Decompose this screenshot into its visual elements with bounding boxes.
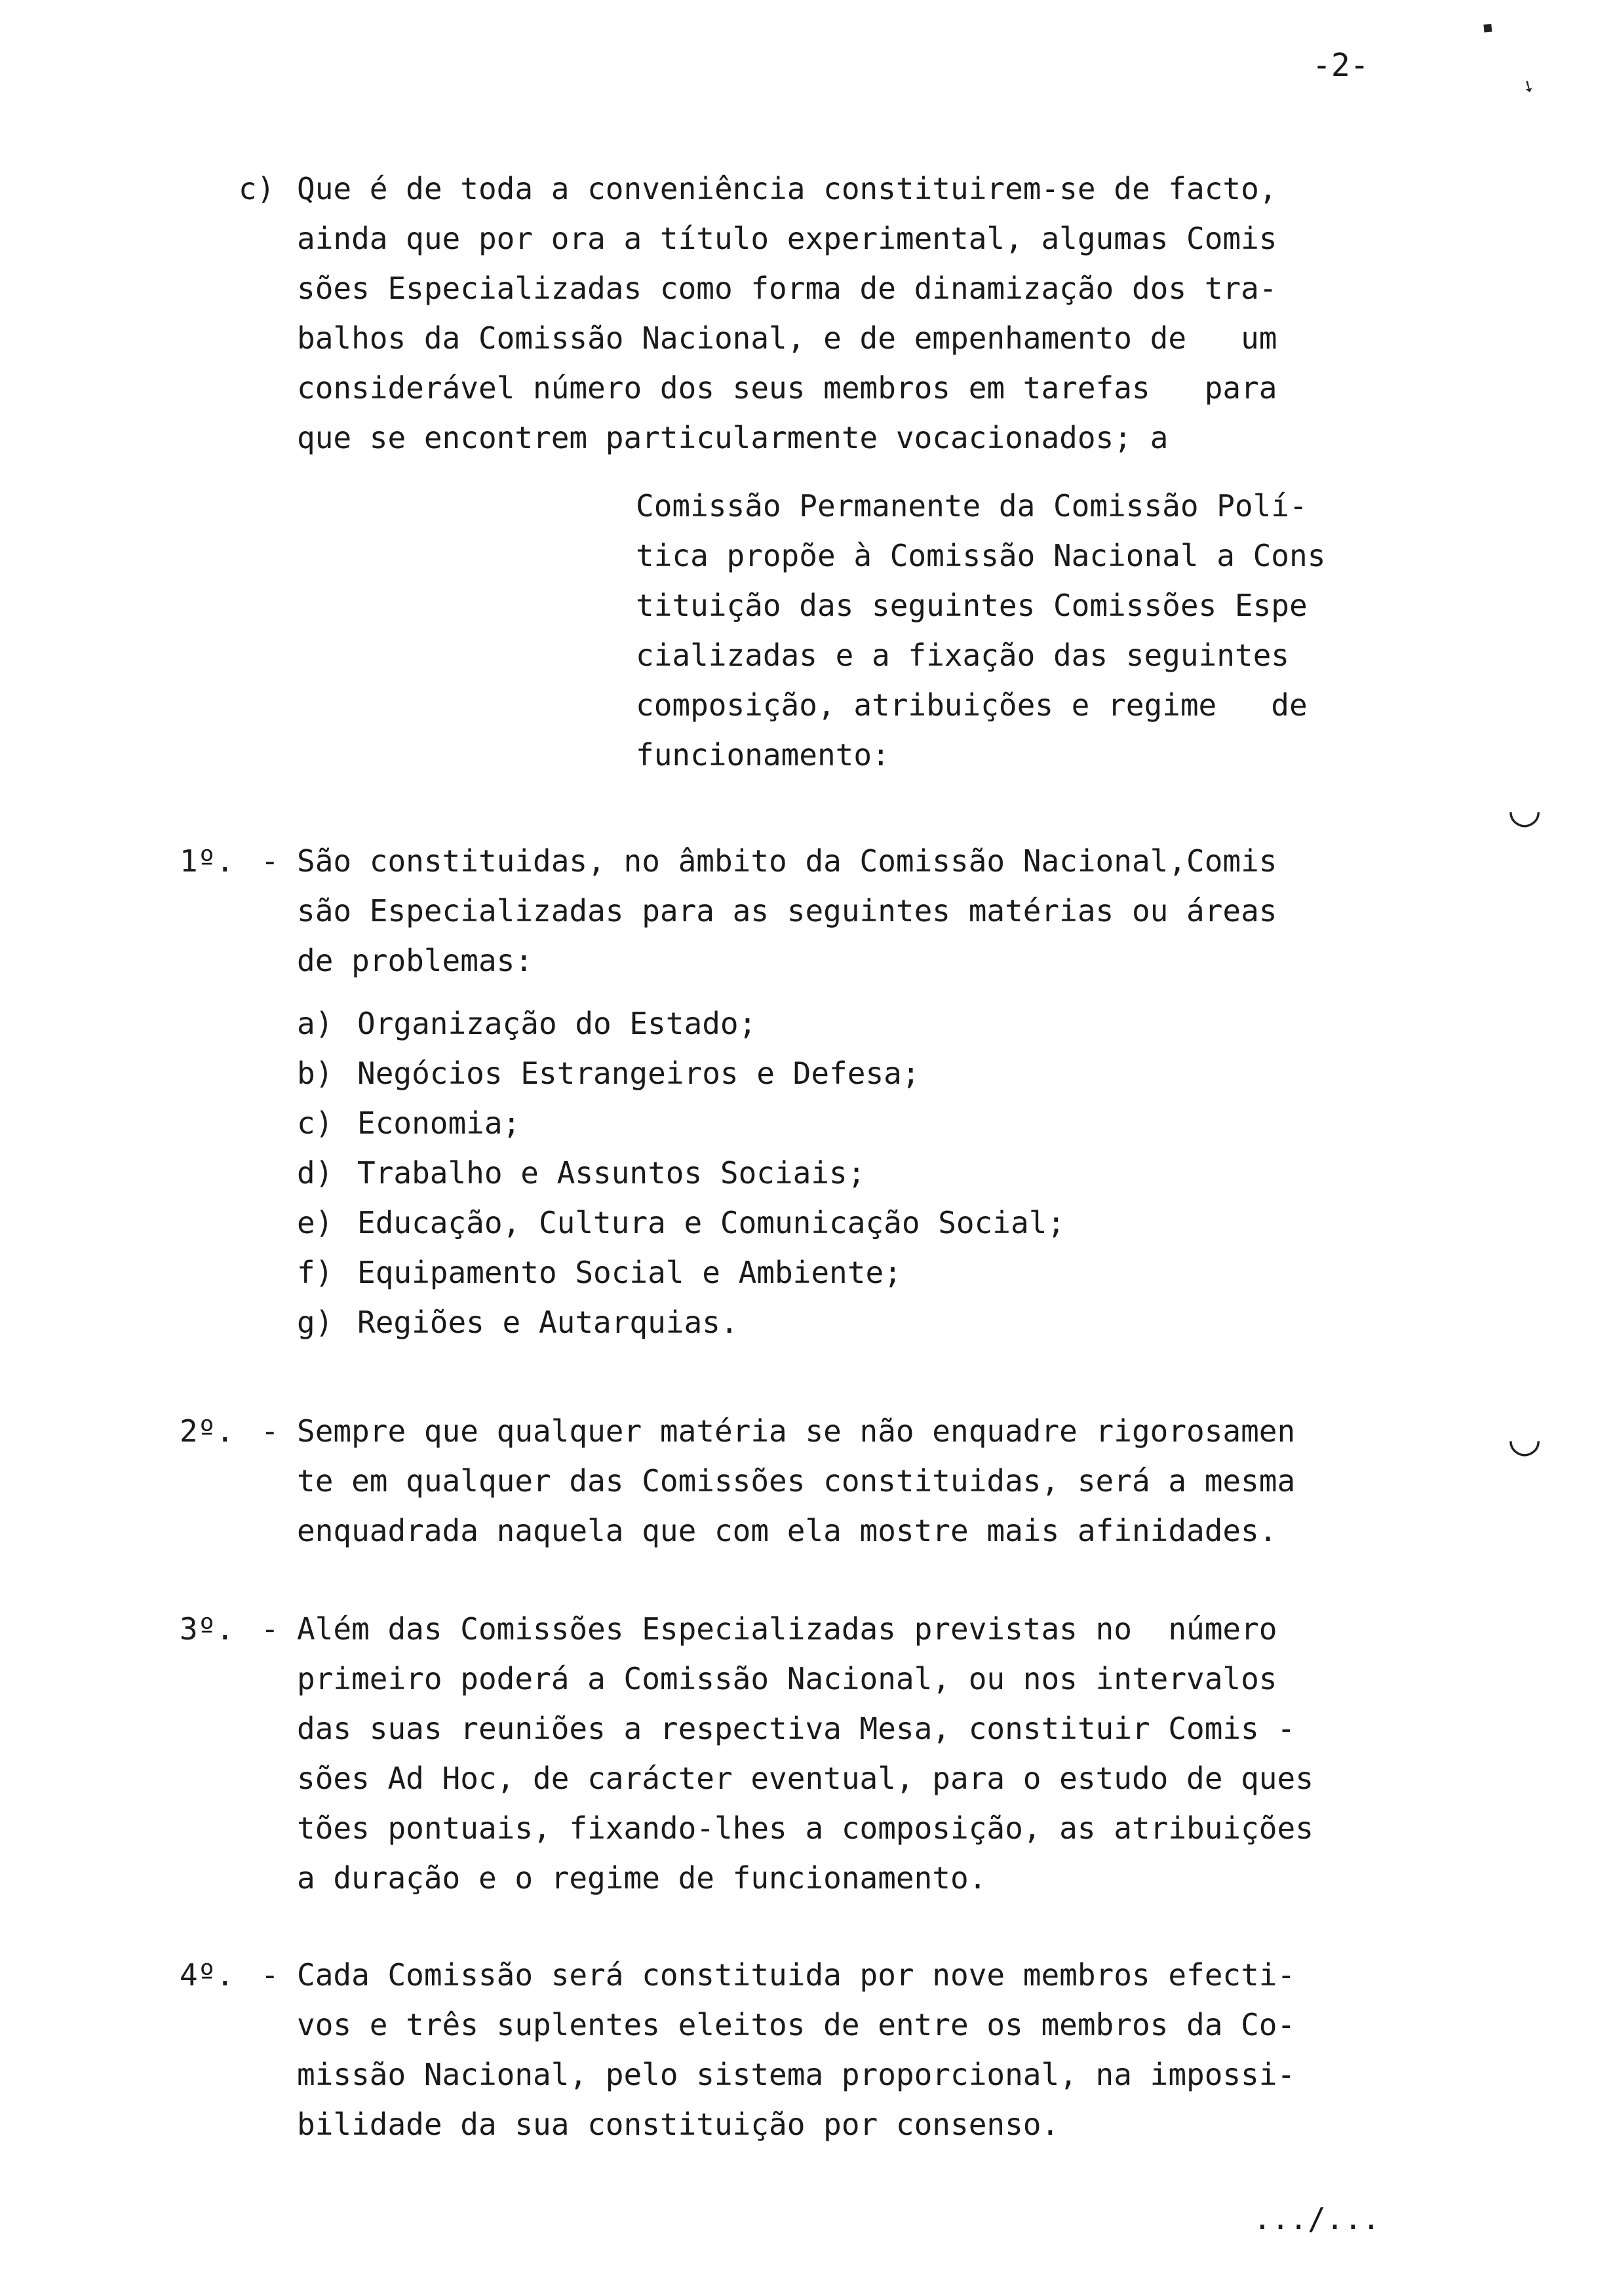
item-number: 1º. [180,843,235,879]
item-4-line: bilidade da sua constituição por consenso. [297,2107,1060,2142]
clause-c-label: c) [239,171,275,206]
subitem-text: Equipamento Social e Ambiente; [357,1255,902,1290]
item-3-line: Além das Comissões Especializadas previstas no número [297,1611,1277,1647]
subitem-label: e) [297,1205,334,1240]
proposal-line: cializadas e a fixação das seguintes [636,638,1289,673]
subitem-text: Regiões e Autarquias. [357,1305,739,1340]
item-2-line: Sempre que qualquer matéria se não enquadre rigorosamen [297,1413,1296,1449]
stray-mark: ➘ [1518,75,1539,98]
clause-c-line: balhos da Comissão Nacional, e de empenhamento de um [297,320,1277,356]
item-number: 4º. [180,1957,235,1993]
clause-c-line: sões Especializadas como forma de dinamização dos tra- [297,271,1277,306]
subitem-label: b) [297,1056,334,1091]
subitem-label: d) [297,1155,334,1191]
item-1-line: são Especializadas para as seguintes matérias ou áreas [297,893,1277,928]
item-number: 3º. [180,1611,235,1647]
item-4-line: Cada Comissão será constituida por nove membros efecti- [297,1957,1296,1993]
item-2-line: enquadrada naquela que com ela mostre mais afinidades. [297,1513,1277,1548]
continuation-marker: .../... [1253,2201,1380,2236]
item-4-line: vos e três suplentes eleitos de entre os membros da Co- [297,2007,1296,2042]
proposal-line: tituição das seguintes Comissões Espe [636,588,1308,623]
proposal-line: tica propõe à Comissão Nacional a Cons [636,538,1326,573]
item-1-line: de problemas: [297,943,534,978]
margin-tick-mark: ◡ [1508,786,1542,832]
item-3-line: sões Ad Hoc, de carácter eventual, para o estudo de ques [297,1761,1313,1796]
clause-c-line: ainda que por ora a título experimental, algumas Comis [297,221,1277,256]
page-number: -2- [1312,47,1369,84]
item-2-line: te em qualquer das Comissões constituidas, será a mesma [297,1463,1296,1499]
subitem-label: g) [297,1305,334,1340]
subitem-text: Educação, Cultura e Comunicação Social; [357,1205,1066,1240]
stray-mark: ◆ [1478,18,1498,38]
item-1-line: São constituidas, no âmbito da Comissão Nacional,Comis [297,843,1277,879]
subitem-label: a) [297,1006,334,1041]
item-3-line: das suas reuniões a respectiva Mesa, constituir Comis - [297,1711,1296,1746]
item-dash: - [261,843,279,879]
subitem-text: Economia; [357,1105,521,1141]
item-3-line: tões pontuais, fixando-lhes a composição, as atribuições [297,1810,1313,1846]
item-dash: - [261,1413,279,1449]
subitem-text: Trabalho e Assuntos Sociais; [357,1155,866,1191]
proposal-line: funcionamento: [636,737,890,773]
clause-c-line: considerável número dos seus membros em tarefas para [297,370,1277,406]
item-dash: - [261,1611,279,1647]
margin-tick-mark: ◡ [1508,1415,1542,1461]
subitem-text: Negócios Estrangeiros e Defesa; [357,1056,920,1091]
item-number: 2º. [180,1413,235,1449]
proposal-line: composição, atribuições e regime de [636,687,1308,723]
item-4-line: missão Nacional, pelo sistema proporcional, na impossi- [297,2057,1296,2092]
item-3-line: a duração e o regime de funcionamento. [297,1860,987,1896]
subitem-label: c) [297,1105,334,1141]
subitem-text: Organização do Estado; [357,1006,757,1041]
subitem-label: f) [297,1255,334,1290]
clause-c-line: Que é de toda a conveniência constituirem-se de facto, [297,171,1277,206]
clause-c-line: que se encontrem particularmente vocacionados; a [297,420,1169,455]
item-3-line: primeiro poderá a Comissão Nacional, ou nos intervalos [297,1661,1277,1696]
proposal-line: Comissão Permanente da Comissão Polí- [636,488,1308,524]
item-dash: - [261,1957,279,1993]
